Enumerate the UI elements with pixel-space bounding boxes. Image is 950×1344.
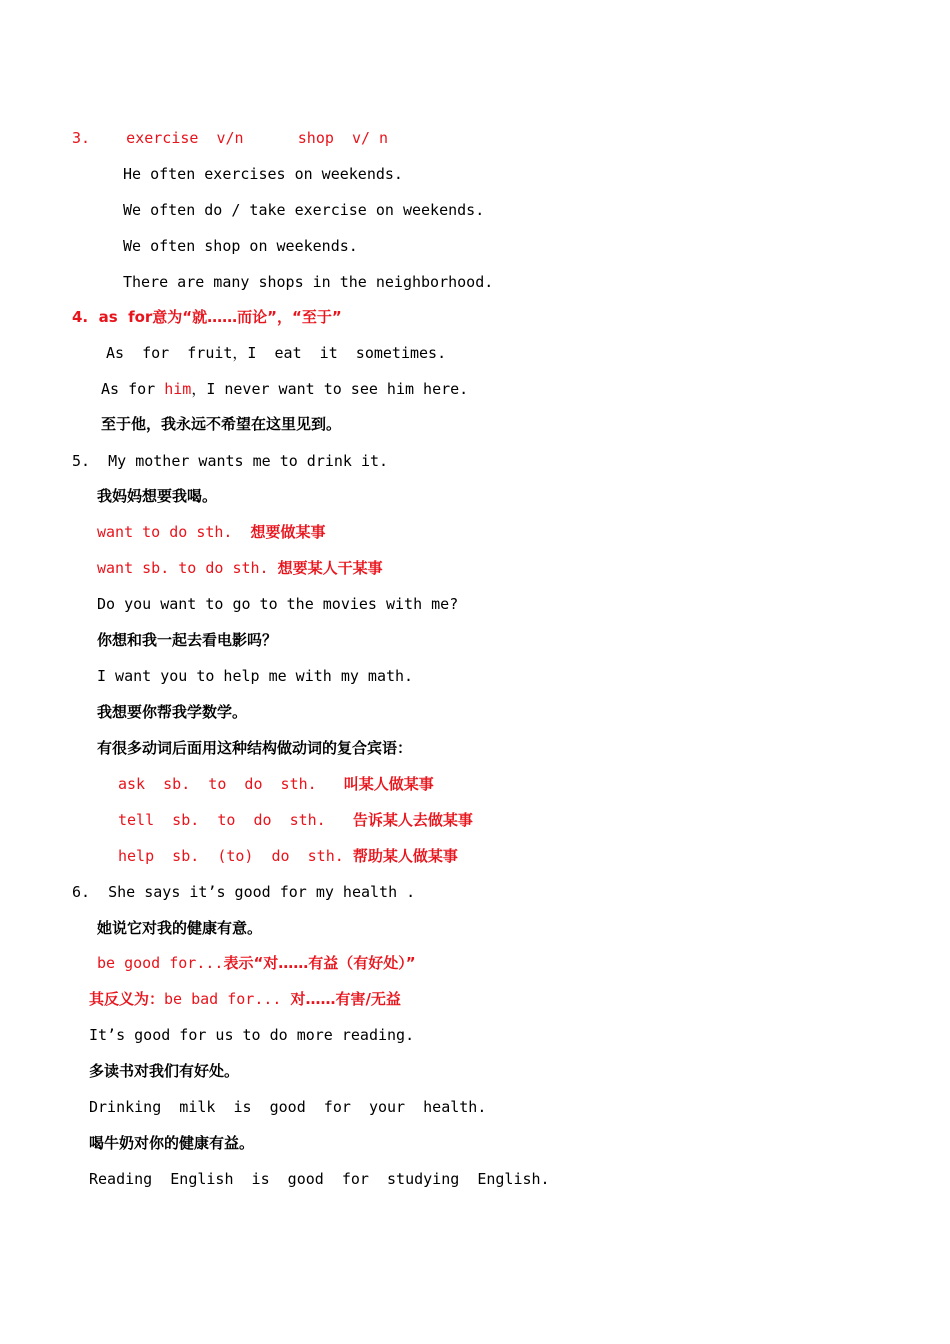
example-sentence — [123, 236, 358, 256]
item-6-heading — [72, 882, 415, 902]
text-segment: Reading English is good for studying English. — [89, 1170, 550, 1188]
text-segment: want sb. to do sth. — [97, 559, 278, 577]
text-segment: 我想要你帮我学数学。 — [97, 703, 248, 721]
text-segment: 想要做某事 — [250, 523, 326, 541]
example-sentence — [123, 200, 484, 220]
text-segment: be good for... — [97, 954, 224, 972]
translation — [89, 1133, 254, 1153]
text-segment: 3. exercise v/n shop v/ n — [72, 129, 389, 147]
example-sentence — [89, 1097, 486, 1117]
example-sentence — [89, 1025, 414, 1045]
text-segment: 至于他，我永远不希望在这里见到。 — [101, 415, 342, 433]
example-sentence — [101, 379, 468, 399]
phrase-note — [97, 558, 383, 578]
text-segment: 其反义为： — [89, 990, 165, 1008]
example-sentence — [123, 272, 493, 292]
text-segment: ask sb. to do sth. — [118, 775, 344, 793]
phrase-note — [118, 810, 473, 830]
phrase-note — [89, 989, 401, 1009]
text-segment: There are many shops in the neighborhood. — [123, 273, 494, 291]
text-segment: 有很多动词后面用这种结构做动词的复合宾语： — [97, 739, 413, 757]
text-segment: Drinking milk is good for your health. — [89, 1098, 487, 1116]
text-segment: 告诉某人去做某事 — [352, 811, 473, 829]
text-segment: As for fruit，I eat it sometimes. — [106, 344, 447, 362]
text-segment: help sb. (to) do sth. — [118, 847, 353, 865]
text-segment: It’s good for us to do more reading. — [89, 1026, 415, 1044]
text-segment: We often do / take exercise on weekends. — [123, 201, 485, 219]
translation — [101, 414, 341, 434]
item-3-heading — [72, 128, 388, 148]
text-segment: 5. My mother wants me to drink it. — [72, 452, 389, 470]
text-segment: want to do sth. — [97, 523, 251, 541]
text-segment: tell sb. to do sth. — [118, 811, 353, 829]
item-4-heading — [72, 307, 342, 327]
text-segment: ，I never want to see him here. — [191, 380, 469, 398]
translation — [97, 702, 247, 722]
text-segment: 你想和我一起去看电影吗？ — [97, 631, 278, 649]
text-segment: 我妈妈想要我喝。 — [97, 487, 218, 505]
phrase-note — [118, 846, 458, 866]
text-segment: Do you want to go to the movies with me? — [97, 595, 459, 613]
text-segment: 想要某人干某事 — [277, 559, 383, 577]
example-sentence — [89, 1169, 550, 1189]
text-segment: 帮助某人做某事 — [352, 847, 458, 865]
translation — [97, 486, 217, 506]
text-segment: He often exercises on weekends. — [123, 165, 403, 183]
text-segment: 多读书对我们有好处。 — [89, 1062, 240, 1080]
text-segment: 喝牛奶对你的健康有益。 — [89, 1134, 255, 1152]
phrase-note — [118, 774, 434, 794]
example-sentence — [106, 343, 446, 363]
text-segment: 表示“对……有益（有好处）” — [223, 954, 416, 972]
text-segment: be bad for... — [164, 990, 291, 1008]
text-segment: 她说它对我的健康有意。 — [97, 919, 263, 937]
text-segment: I want you to help me with my math. — [97, 667, 414, 685]
example-sentence — [123, 164, 403, 184]
text-segment: We often shop on weekends. — [123, 237, 358, 255]
text-segment: him — [164, 380, 192, 398]
text-segment: 6. She says it’s good for my health . — [72, 883, 416, 901]
text-segment: 叫某人做某事 — [343, 775, 434, 793]
translation — [97, 630, 277, 650]
example-sentence — [97, 594, 458, 614]
translation — [97, 918, 262, 938]
phrase-note — [97, 953, 416, 973]
text-segment: As for — [101, 380, 165, 398]
translation — [89, 1061, 239, 1081]
text-segment: 对……有害/无益 — [290, 990, 401, 1008]
phrase-note — [97, 522, 326, 542]
item-5-heading — [72, 451, 388, 471]
text-segment: 4. as for意为“就……而论”，“至于” — [72, 308, 342, 326]
example-sentence — [97, 666, 413, 686]
grammar-note — [97, 738, 412, 758]
